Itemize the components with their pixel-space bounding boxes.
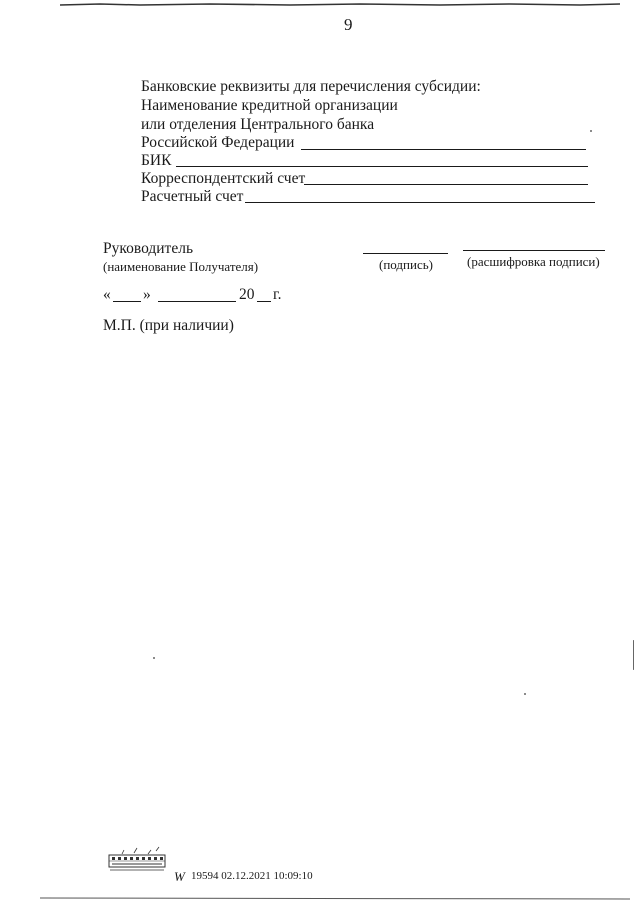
day-field-line bbox=[113, 301, 141, 302]
year-field-line bbox=[257, 301, 271, 302]
signature-line bbox=[363, 253, 448, 254]
bank-name-line-3: Российской Федерации bbox=[141, 134, 295, 151]
transcript-line bbox=[463, 250, 605, 251]
scan-speck bbox=[524, 693, 526, 695]
seal-label: М.П. (при наличии) bbox=[103, 317, 234, 334]
date-open-quote: « bbox=[103, 286, 111, 303]
scan-edge-bottom bbox=[40, 897, 630, 900]
scan-speck bbox=[153, 657, 155, 659]
year-suffix: г. bbox=[273, 286, 282, 303]
current-account-label: Расчетный счет bbox=[141, 188, 244, 205]
signature-caption: (подпись) bbox=[379, 257, 433, 272]
corr-account-label: Корреспондентский счет bbox=[141, 170, 306, 187]
current-account-field-line bbox=[245, 202, 595, 203]
bik-field-line bbox=[176, 166, 588, 167]
month-field-line bbox=[158, 301, 236, 302]
head-label: Руководитель bbox=[103, 240, 194, 257]
page-number: 9 bbox=[344, 15, 353, 34]
date-close-quote: » bbox=[143, 286, 151, 303]
recipient-name-caption: (наименование Получателя) bbox=[103, 259, 259, 274]
registration-number: 19594 02.12.2021 10:09:10 bbox=[191, 870, 313, 882]
year-prefix: 20 bbox=[239, 286, 255, 303]
bank-name-line-2: или отделения Центрального банка bbox=[141, 116, 375, 133]
bank-requisites-heading: Банковские реквизиты для перечисления субсидии: bbox=[141, 78, 481, 95]
bank-name-line-1: Наименование кредитной организации bbox=[141, 97, 398, 114]
registration-mark: W bbox=[174, 869, 185, 884]
scan-edge-top bbox=[60, 3, 620, 6]
bank-name-field-line bbox=[301, 149, 586, 150]
corr-account-field-line bbox=[304, 184, 588, 185]
bik-label: БИК bbox=[141, 152, 172, 169]
scan-speck bbox=[590, 130, 592, 132]
registration-stamp-icon bbox=[108, 845, 166, 873]
scan-speck bbox=[633, 640, 634, 670]
transcript-caption: (расшифровка подписи) bbox=[467, 254, 600, 269]
